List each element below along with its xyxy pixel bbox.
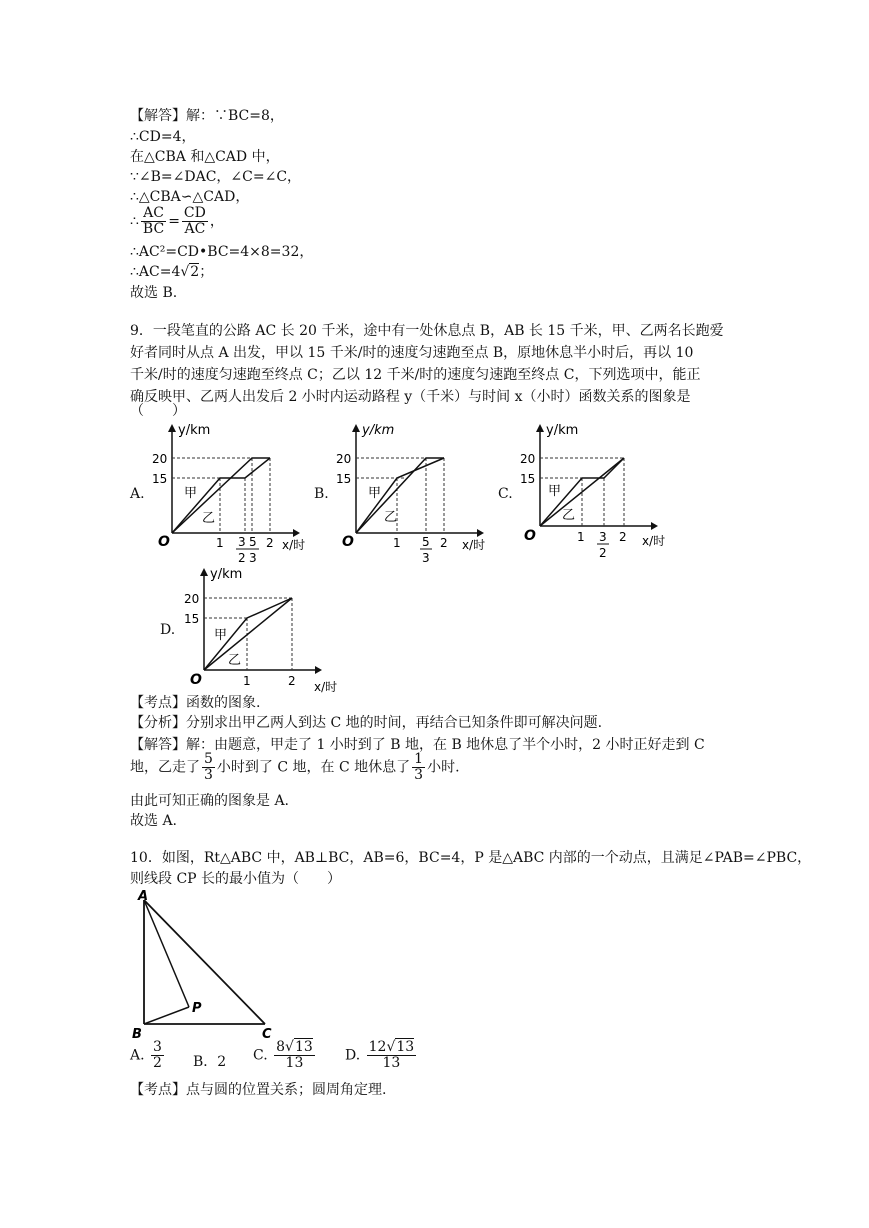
sqrt-symbol: √ — [180, 264, 190, 280]
tick-label: 5 — [249, 535, 257, 549]
tick-label: 2 — [238, 551, 246, 565]
tick-label: 15 — [152, 472, 168, 486]
graph-option-a — [150, 418, 310, 568]
conclusion-line: 由此可知正确的图象是 A. — [130, 793, 290, 809]
tick-label: 15 — [336, 472, 352, 486]
tick-label: 20 — [152, 452, 168, 466]
question-text: 则线段 CP 长的最小值为（ ） — [130, 871, 342, 887]
question-text: 千米/时的速度匀速跑至终点 C；乙以 12 千米/时的速度匀速跑至终点 C，下列选项中，能正 — [130, 367, 701, 383]
jieda-fraction-line: 地，乙走了 $\frac{5}{3}$ 小时到了 C 地，在 C 地休息了 $\frac{1}{3}$ 小时. — [130, 751, 460, 783]
solution-fraction-line: ∴ $\frac{AC}{BC}$ = $\frac{CD}{AC}$ ， — [130, 205, 224, 237]
fraction: $\frac{3}{2}$ — [153, 1039, 162, 1071]
solution-line: ∴CD=4， — [130, 129, 196, 145]
fraction: $\frac{CD}{AC}$ — [183, 205, 206, 237]
tick-label: 3 — [599, 530, 607, 544]
choice-c: C. $\frac{8√13}{13}$ — [253, 1039, 313, 1071]
solution-line: 【解答】解：∵BC=8， — [130, 108, 284, 124]
tick-label: 1 — [216, 536, 224, 550]
triangle-figure — [130, 888, 280, 1040]
series-label-yi: 乙 — [562, 508, 576, 523]
vertex-label-a: A — [138, 889, 149, 904]
fraction: $\frac{1}{3}$ — [414, 751, 424, 783]
tick-label: 2 — [266, 536, 274, 550]
tick-label: 15 — [520, 472, 536, 486]
x-axis-label: x/时 — [314, 680, 338, 694]
tick-label: 15 — [184, 612, 200, 626]
question-text: （ ） — [130, 403, 186, 419]
tick-label: 2 — [599, 546, 607, 560]
series-label-yi: 乙 — [202, 511, 216, 526]
series-label-yi: 乙 — [384, 510, 398, 525]
jieda-line: 【解答】解：由题意，甲走了 1 小时到了 B 地，在 B 地休息了半个小时，2 小时正好走到 C — [130, 737, 705, 753]
kaodian-line: 【考点】函数的图象. — [130, 695, 261, 711]
point-label-p: P — [192, 1001, 202, 1016]
fraction: $\frac{5}{3}$ — [204, 751, 213, 783]
tick-label: 5 — [422, 535, 430, 549]
solution-line: ∴AC=4√2； — [130, 264, 214, 280]
y-axis-label: y/km — [362, 423, 395, 438]
graph-option-b — [334, 418, 494, 568]
tick-label: 2 — [619, 530, 627, 544]
y-axis-label: y/km — [546, 423, 579, 438]
tick-label: 2 — [288, 674, 296, 688]
x-axis-label: x/时 — [282, 538, 306, 552]
series-label-jia: 甲 — [368, 486, 382, 501]
tick-label: 3 — [238, 535, 246, 549]
tick-label: 1 — [243, 674, 251, 688]
answer-line: 故选 A. — [130, 813, 178, 829]
question-text: 确反映甲、乙两人出发后 2 小时内运动路程 y（千米）与时间 x（小时）函数关系的图象是 — [130, 389, 691, 405]
tick-label: 20 — [184, 592, 200, 606]
fenxi-line: 【分析】分别求出甲乙两人到达 C 地的时间，再结合已知条件即可解决问题. — [130, 715, 603, 731]
fraction: $\frac{AC}{BC}$ — [142, 205, 165, 237]
solution-line: ∴△CBA∽△CAD， — [130, 189, 250, 205]
option-d-label: D. — [160, 622, 176, 638]
series-label-jia: 甲 — [184, 486, 198, 501]
fraction: $\frac{12√13}{13}$ — [368, 1039, 415, 1071]
origin-label: O — [342, 534, 354, 550]
solution-line: ∵∠B=∠DAC，∠C=∠C， — [130, 169, 302, 185]
series-label-yi: 乙 — [228, 653, 242, 668]
tick-label: 1 — [393, 536, 401, 550]
x-axis-label: x/时 — [642, 534, 666, 548]
kaodian-line: 【考点】点与圆的位置关系；圆周角定理. — [130, 1082, 387, 1098]
tick-label: 3 — [422, 551, 430, 565]
solution-line: ∴AC²=CD•BC=4×8=32， — [130, 244, 314, 260]
vertex-label-b: B — [132, 1027, 142, 1040]
tick-label: 3 — [249, 551, 257, 565]
y-axis-label: y/km — [178, 423, 211, 438]
sqrt-symbol: √ — [285, 1039, 294, 1055]
origin-label: O — [190, 672, 202, 688]
sqrt-symbol: √ — [386, 1039, 396, 1055]
vertex-label-c: C — [262, 1027, 272, 1040]
tick-label: 20 — [520, 452, 536, 466]
option-c-label: C. — [498, 486, 513, 502]
solution-line: 在△CBA 和△CAD 中， — [130, 149, 280, 165]
tick-label: 2 — [440, 536, 448, 550]
tick-label: 1 — [577, 530, 585, 544]
option-b-label: B. — [314, 486, 329, 502]
y-axis-label: y/km — [210, 567, 243, 582]
origin-label: O — [524, 528, 536, 544]
graph-option-c — [518, 418, 678, 568]
solution-line: 故选 B. — [130, 285, 178, 301]
tick-label: 20 — [336, 452, 352, 466]
option-a-label: A. — [130, 486, 145, 502]
question-text: 9．一段笔直的公路 AC 长 20 千米，途中有一处休息点 B，AB 长 15 千米，甲、乙两名长跑爱 — [130, 323, 724, 339]
question-text: 好者同时从点 A 出发，甲以 15 千米/时的速度匀速跑至点 B，原地休息半小时后，再以 10 — [130, 345, 694, 361]
series-label-jia: 甲 — [548, 484, 562, 499]
choice-a: A. $\frac{3}{2}$ — [130, 1039, 162, 1071]
x-axis-label: x/时 — [462, 538, 486, 552]
graph-option-d — [182, 562, 342, 696]
series-label-jia: 甲 — [214, 628, 228, 643]
choice-d: D. $\frac{12√13}{13}$ — [345, 1039, 415, 1071]
fraction: $\frac{8√13}{13}$ — [276, 1039, 313, 1071]
choice-b: B．2 — [193, 1054, 227, 1070]
question-text: 10．如图，Rt△ABC 中，AB⊥BC，AB=6，BC=4，P 是△ABC 内部的一个动点，且满足∠PAB=∠PBC， — [130, 850, 812, 866]
origin-label: O — [158, 534, 170, 550]
